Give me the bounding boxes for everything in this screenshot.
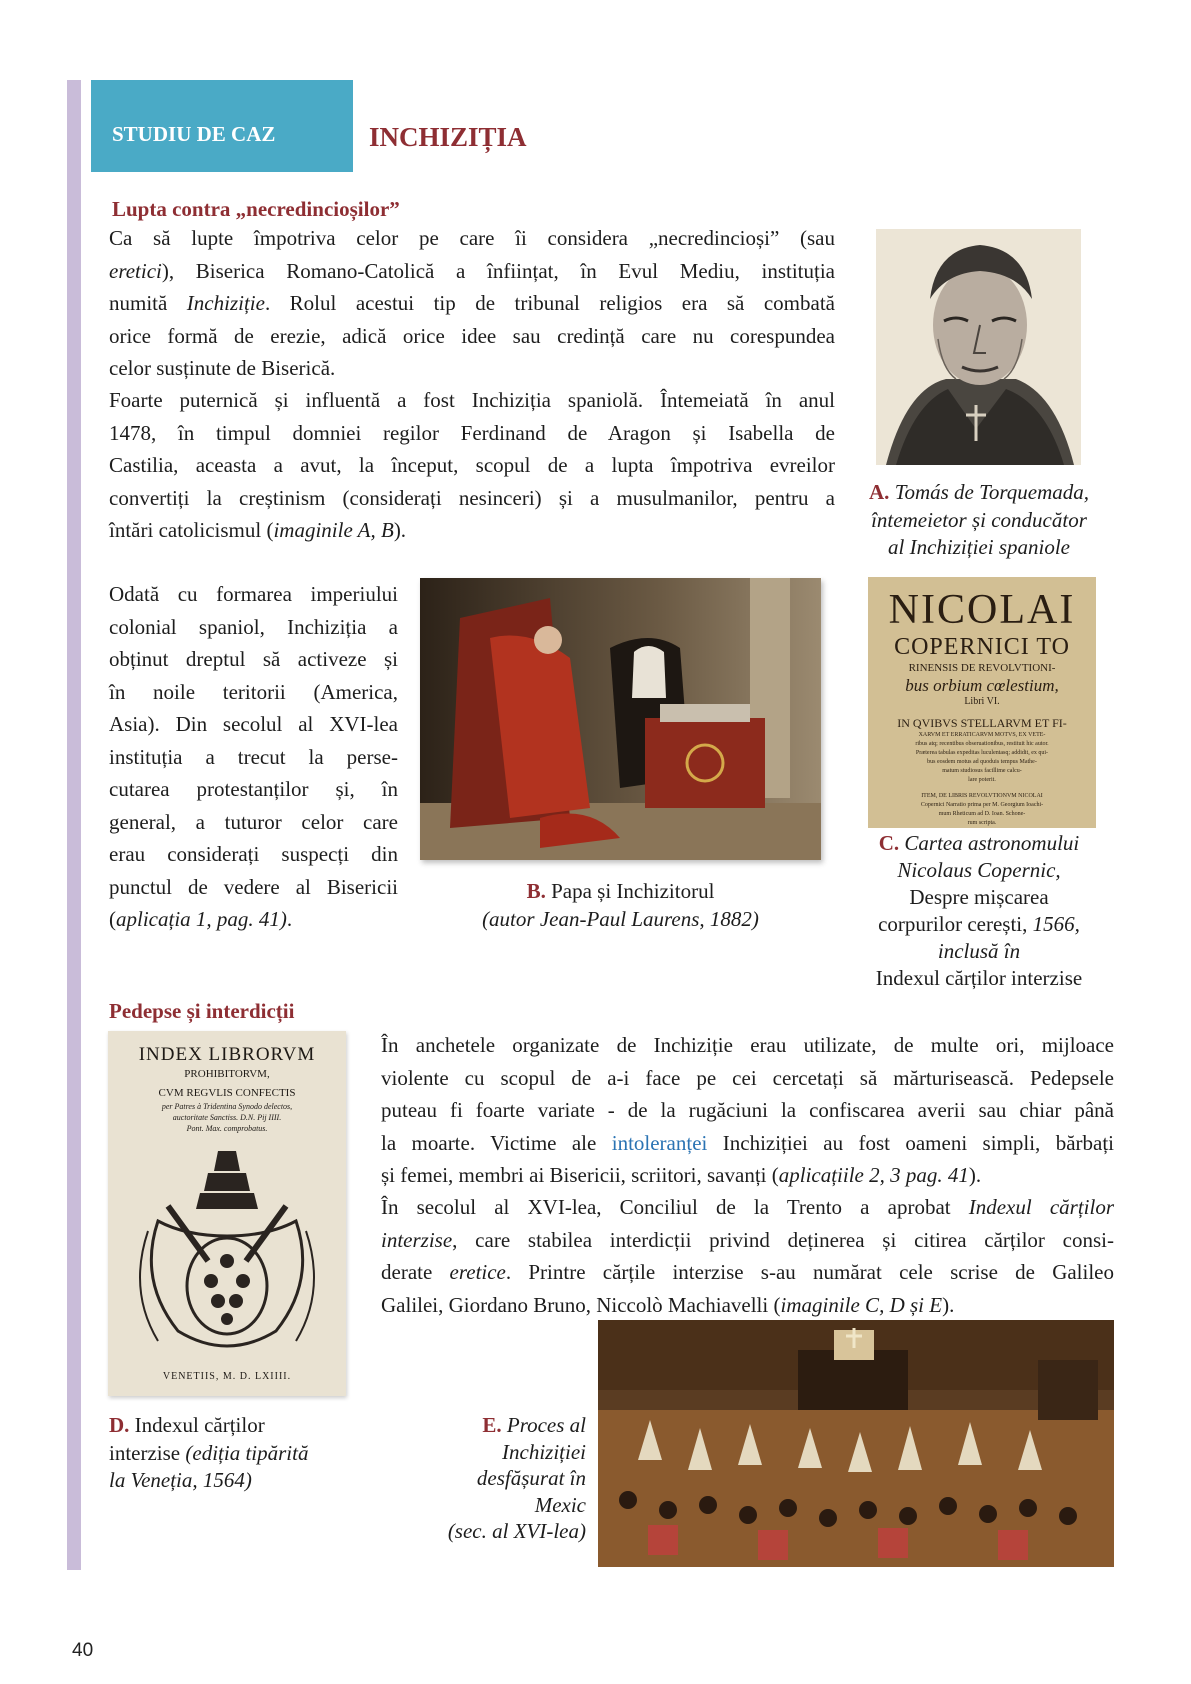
section2-heading: Pedepse și interdicții [109,999,295,1023]
caption-b: B. Papa și Inchizitorul (autor Jean-Paul Laurens, 1882) [482,879,759,931]
section-label-box [91,80,353,172]
book-title-line: bus eosdem motus ad quoduis tempus Mathe- [927,759,1037,765]
section1-paragraph-1 [109,222,835,385]
book-title-line: CVM REGVLIS CONFECTIS [158,1087,296,1099]
text-line: interzise, care stabilea interdicții privind deținerea și citirea cărților consi- [381,1227,1114,1252]
text-line: Asia). Din secolul al XVI-lea [109,712,398,736]
page-title: INCHIZIȚIA [369,122,527,152]
caption-letter: D. [109,1413,130,1437]
image-a-torquemada-portrait [876,229,1081,465]
caption-e: E. Proces al Inchiziției desfășurat în Mexic (sec. al XVI-lea) [447,1413,586,1543]
section1-paragraph-3 [109,578,398,936]
text-line: În secolul al XVI-lea, Conciliul de la Trento a aprobat Indexul cărților [381,1195,1114,1219]
image-e-mexico-inquisition-trial-painting [598,1320,1114,1567]
text-line: Castilia, aceasta a avut, la început, scopul de a lupta împotriva evreilor [109,453,835,477]
text-line: erau considerați suspecți din [109,842,398,866]
book-title-line: XARVM ET ERRATICARVM MOTVS, EX VETE- [918,732,1046,738]
book-title-line: IN QVIBVS STELLARVM ET FI- [897,716,1067,730]
book-title-line: Præterea tabulas expeditas luculentasq; addidit, ex qui- [915,750,1049,756]
text-line: În anchetele organizate de Inchiziție erau utilizate, de multe ori, mijloace [381,1033,1114,1057]
book-title-line: ribus atq; recentibus obseruationibus, restituit hic autor. [915,741,1049,747]
text-line: derate eretice. Printre cărțile interzise s-au numărat cele scrise de Galileo [381,1260,1114,1284]
section2-paragraph-1 [381,1029,1114,1192]
glossary-link[interactable]: intoleranței [611,1130,708,1155]
book-title-line: INDEX LIBRORVM [138,1044,316,1065]
book-title-line: COPERNICI TO [894,634,1070,660]
book-title-line: per Patres à Tridentina Synodo delectos, [161,1102,293,1111]
caption-letter: B. [526,879,546,903]
caption-letter: A. [869,480,890,504]
caption-letter: E. [482,1413,502,1437]
text-line: întări catolicismul (imaginile A, B). [109,518,407,542]
text-line: general, a tuturor celor care [109,809,398,834]
text-line: în noile teritorii (America, [109,679,398,704]
text-line: Foarte puternică și influentă a fost Inchiziția spaniolă. Întemeiată în anul [109,388,835,412]
text-line: și femei, membri ai Bisericii, scriitori, savanți (aplicațiile 2, 3 pag. 41). [381,1163,982,1187]
text-line: orice formă de erezie, adică orice idee sau credință care nu corespundea [109,323,835,348]
section1-heading: Lupta contra „necredincioșilor” [112,197,400,221]
caption-letter: C. [878,831,900,855]
caption-c: C. Cartea astronomului Nicolaus Copernic, Despre mișcarea corpurilor cerești, 1566, inclusă în Indexul cărților interzise [875,831,1083,990]
text-line: Odată cu formarea imperiului [109,582,398,606]
book-imprint: VENETIIS, M. D. LXIIII. [162,1371,292,1382]
image-b-pope-and-inquisitor-painting [420,578,821,860]
page-number: 40 [72,1640,94,1661]
papal-coat-of-arms-icon [108,1031,346,1396]
text-line: cutarea protestanților și, în [109,777,398,801]
text-line: la moarte. Victime ale intoleranței Inchiziției au fost oameni simpli, bărbați [381,1130,1114,1155]
book-title-line: bus orbium cœlestium, [905,676,1059,695]
book-title-line: PROHIBITORVM, [184,1068,270,1080]
book-title-line: ITEM, DE LIBRIS REVOLVTIONVM NICOLAI [921,793,1043,799]
section2-paragraph-2 [381,1191,1114,1321]
text-line: instituția a trecut la perse- [109,744,398,769]
text-line: punctul de vedere al Bisericii [109,874,398,899]
book-title-line: mum Rheticum ad D. Ioan. Schone- [938,811,1026,817]
book-title-line: Pont. Max. comprobatus. [186,1124,268,1133]
painting-icon [420,578,821,860]
text-line: Galilei, Giordano Bruno, Niccolò Machiavelli (imaginile C, D și E). [381,1292,955,1317]
caption-d: D. Indexul cărților interzise (ediția tipărită la Veneția, 1564) [109,1413,309,1492]
text-line: colonial spaniol, Inchiziția a [109,614,398,639]
text-line: numită Inchiziție. Rolul acestui tip de tribunal religios era să combată [109,291,835,315]
section-label: STUDIU DE CAZ [112,122,276,146]
book-title-line: Copernici Narratio prima per M. Georgium Ioachi- [920,802,1044,808]
text-line: celor susținute de Biserică. [109,356,336,380]
book-title-line: rum scripta. [967,820,997,826]
text-line: obținut dreptul să activeze și [109,647,398,671]
sidebar-accent [67,80,81,1570]
book-title-line: NICOLAI [888,587,1076,633]
caption-a: A. Tomás de Torquemada, întemeietor și conducător al Inchiziției spaniole [869,480,1089,559]
crowd-painting-icon [598,1320,1114,1567]
text-line: puteau fi foarte variate - de la rugăciuni la confiscarea averii sau chiar până [381,1098,1114,1122]
text-line: 1478, în timpul domniei regilor Ferdinand de Aragon și Isabella de [109,420,835,445]
text-line: eretici), Biserica Romano-Catolică a înființat, în Evul Mediu, instituția [109,258,835,283]
book-title-line: lare poterit. [968,777,996,783]
section1-paragraph-2 [109,384,835,547]
book-title-line: matum studiosus facillime calcu- [942,768,1022,774]
book-title-line: auctoritate Sanctiss. D.N. Pij IIII. [172,1113,282,1122]
book-title-line: Libri VI. [964,696,1000,707]
image-d-index-book [108,1031,346,1396]
text-line: (aplicația 1, pag. 41). [109,907,293,931]
portrait-engraving-icon [876,229,1081,465]
text-line: violente cu scopul de a-i face pe cei cercetați să mărturisească. Pedepsele [381,1065,1114,1090]
book-title-line: RINENSIS DE REVOLVTIONI- [908,662,1056,674]
image-c-copernicus-book [868,577,1096,828]
text-line: Ca să lupte împotriva celor pe care îi considera „necredincioși” (sau [109,226,835,250]
text-line: convertiți la creștinism (considerați nesinceri) și a musulmanilor, pentru a [109,485,835,510]
